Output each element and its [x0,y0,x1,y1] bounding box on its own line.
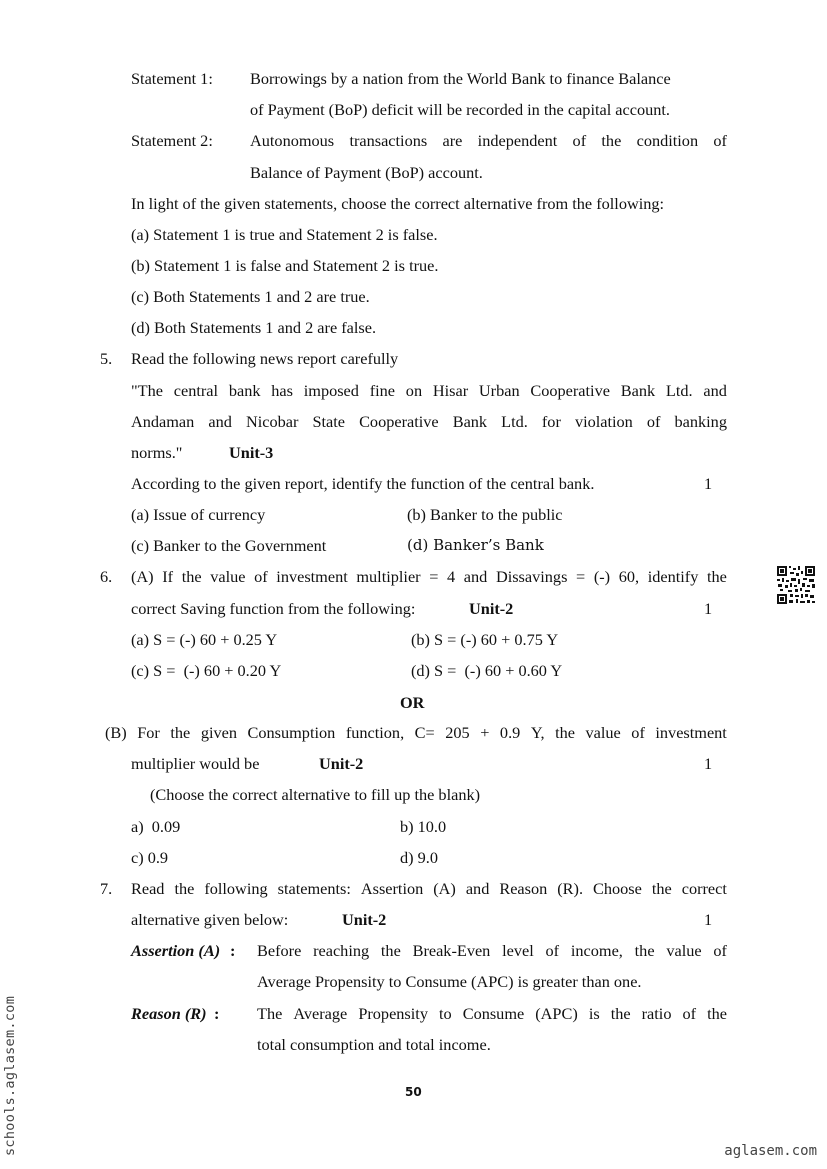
word: value [210,567,246,586]
q5-option-d: (d) Banker’s Bank [407,536,544,554]
word: Y, [530,723,545,742]
statement-2-line-1 [250,133,727,149]
word: violation [574,412,633,431]
word: Consumption [247,723,336,742]
word: identify [647,567,699,586]
q6-part-a-marks: 1 [704,599,713,618]
word: Consume [462,1004,525,1023]
word: Dissavings [495,567,568,586]
word: the [706,567,727,586]
word: = [576,567,586,586]
word: (-) [593,567,611,586]
q6-part-b-option-b: b) 10.0 [400,817,447,836]
word: and [703,381,727,400]
q6-part-a-line-1 [131,569,727,585]
word: to [439,1004,452,1023]
word: value [585,723,621,742]
word: the [707,1004,727,1023]
word: multiplier [356,567,421,586]
word: Read [131,879,165,898]
q5-option-b: (b) Banker to the public [407,505,563,524]
q7-number: 7. [100,879,113,898]
word: and [463,567,488,586]
q7-unit: Unit-2 [342,910,387,929]
q6-part-b-option-d: d) 9.0 [400,848,438,867]
reason-label: Reason (R) [131,1004,207,1023]
q4-option-a: (a) Statement 1 is true and Statement 2 is false. [131,225,438,244]
word: of [631,723,645,742]
word: If [162,567,174,586]
reason-colon: : [214,1004,220,1023]
word: Bank [452,412,488,431]
q4-option-c: (c) Both Statements 1 and 2 are true. [131,287,370,306]
word: correct [681,879,727,898]
assertion-line-2: Average Propensity to Consume (APC) is greater than one. [257,972,642,991]
word: 60, [618,567,640,586]
word: 4 [447,567,456,586]
assertion-label: Assertion (A) [131,941,221,960]
word: the [610,1004,631,1023]
word: has [271,381,293,400]
word: Bank [620,381,656,400]
word: of [646,412,661,431]
word: of [254,567,268,586]
word: value [666,941,702,960]
word: 0.9 [499,723,521,742]
q5-intro: Read the following news report carefully [131,349,399,368]
word: Propensity [358,1004,428,1023]
word: independent [477,131,558,150]
q4-option-d: (d) Both Statements 1 and 2 are false. [131,318,377,337]
word: the [181,567,202,586]
q7-marks: 1 [704,910,713,929]
statement-1-label: Statement 1: [131,69,213,88]
word: "The [131,381,163,400]
word: Cooperative [530,381,610,400]
word: banking [674,412,727,431]
word: Break-Even [412,941,491,960]
word: of [713,131,727,150]
word: (APC) [535,1004,578,1023]
q7-line-1 [131,881,727,897]
q6-part-a-option-c: (c) S = (-) 60 + 0.20 Y [131,661,282,680]
word: central [173,381,219,400]
word: = [429,567,439,586]
word: Ltd. [665,381,693,400]
statement-2-label: Statement 2: [131,131,213,150]
word: the [634,941,655,960]
statement-2-line-2: Balance of Payment (BoP) account. [250,163,483,182]
word: Autonomous [250,131,335,150]
q5-option-c: (c) Banker to the Government [131,536,327,555]
q5-unit: Unit-3 [229,443,274,462]
word: function, [345,723,405,742]
reason-line-2: total consumption and total income. [257,1035,491,1054]
word: + [480,723,490,742]
word: the [170,723,191,742]
word: the [174,879,195,898]
word: Urban [478,381,520,400]
qr-code-icon [776,565,816,605]
q4-instruction: In light of the given statements, choose the correct alternative from the following: [131,194,665,213]
q6-part-b-option-a: a) 0.09 [131,817,181,836]
word: bank [228,381,261,400]
word: is [588,1004,600,1023]
word: reaching [313,941,370,960]
word: Andaman [131,412,195,431]
word: Reason [499,879,548,898]
reason-line-1 [257,1006,727,1022]
word: transactions [349,131,428,150]
word: of [713,941,727,960]
word: (R). [557,879,584,898]
q6-part-b-line-2: multiplier would be [131,754,260,773]
word: (B) [105,723,127,742]
statement-1-line-2: of Payment (BoP) deficit will be recorded in the capital account. [250,100,671,119]
statement-1-line-1: Borrowings by a nation from the World Bank to finance Balance [250,69,671,88]
word: on [405,381,423,400]
word: For [137,723,160,742]
q5-marks: 1 [704,474,713,493]
word: for [541,412,561,431]
word: (A) [433,879,456,898]
word: Before [257,941,302,960]
word: and [465,879,490,898]
q4-option-b: (b) Statement 1 is false and Statement 2 is true. [131,256,439,275]
word: given [200,723,237,742]
q6-part-b-option-c: c) 0.9 [131,848,169,867]
word: the [601,131,622,150]
word: and [208,412,232,431]
q6-part-a-unit: Unit-2 [469,599,514,618]
word: level [502,941,534,960]
assertion-line-1 [257,943,727,959]
watermark-right: aglasem.com [724,1143,817,1159]
word: income, [570,941,623,960]
page-number: 50 [405,1085,422,1099]
word: condition [636,131,699,150]
word: State [312,412,345,431]
q6-part-b-unit: Unit-2 [319,754,364,773]
word: of [545,941,560,960]
word: The [257,1004,283,1023]
word: Hisar [432,381,469,400]
q5-quote-line-3: norms." [131,443,183,462]
word: ratio [641,1004,672,1023]
word: Assertion [360,879,424,898]
q6-part-b-line-1 [105,725,727,741]
word: Ltd. [501,412,528,431]
word: 205 [445,723,470,742]
or-separator: OR [400,693,425,712]
q5-option-a: (a) Issue of currency [131,505,266,524]
word: of [572,131,587,150]
q6-part-b-note: (Choose the correct alternative to fill up the blank) [150,785,481,804]
q5-quote-line-1 [131,383,727,399]
word: Nicobar [245,412,299,431]
word: investment [276,567,348,586]
assertion-colon: : [230,941,236,960]
word: imposed [303,381,359,400]
word: following [204,879,268,898]
watermark-left: schools.aglasem.com [2,995,18,1156]
q6-part-a-option-a: (a) S = (-) 60 + 0.25 Y [131,630,278,649]
word: investment [655,723,727,742]
word: Average [293,1004,348,1023]
q5-number: 5. [100,349,113,368]
word: are [442,131,463,150]
q6-part-a-option-d: (d) S = (-) 60 + 0.60 Y [411,661,563,680]
word: Cooperative [359,412,439,431]
q5-quote-line-2 [131,414,727,430]
q6-part-a-option-b: (b) S = (-) 60 + 0.75 Y [411,630,559,649]
word: the [555,723,575,742]
word: C= [414,723,435,742]
q5-question: According to the given report, identify the function of the central bank. [131,474,595,493]
word: of [682,1004,697,1023]
word: statements: [277,879,351,898]
q6-number: 6. [100,567,113,586]
q6-part-a-line-2: correct Saving function from the following: [131,599,416,618]
q6-part-b-marks: 1 [704,754,713,773]
word: (A) [131,567,154,586]
word: Choose [593,879,642,898]
word: the [651,879,672,898]
word: fine [369,381,396,400]
q7-line-2: alternative given below: [131,910,289,929]
word: the [380,941,401,960]
